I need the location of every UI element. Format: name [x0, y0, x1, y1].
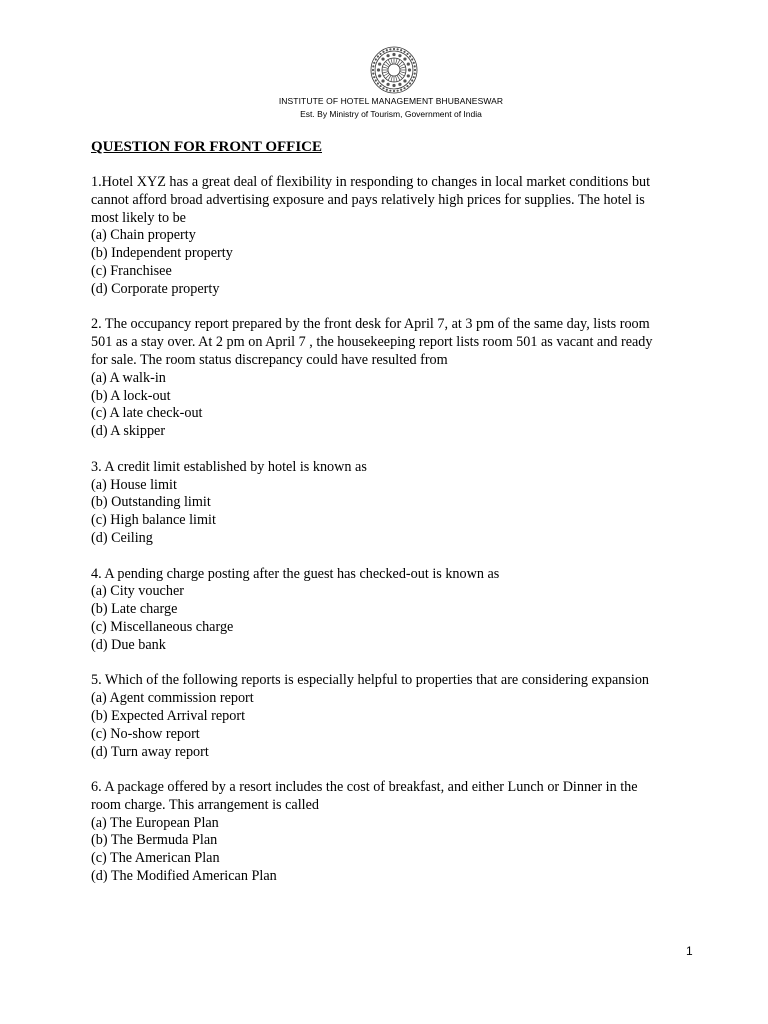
- answer-option: (d) A skipper: [91, 423, 166, 440]
- question-item: [91, 672, 691, 761]
- answer-option: (b) Expected Arrival report: [91, 707, 246, 724]
- answer-option: (c) The American Plan: [91, 850, 220, 867]
- answer-option: (c) Miscellaneous charge: [91, 618, 234, 635]
- answer-option: (b) The Bermuda Plan: [91, 832, 218, 849]
- answer-option: (a) House limit: [91, 476, 177, 493]
- answer-option: (a) Chain property: [91, 227, 196, 244]
- answer-option: (b) Independent property: [91, 245, 233, 262]
- answer-option: (b) Late charge: [91, 601, 178, 618]
- question-item: [91, 566, 691, 655]
- question-stem: 1.Hotel XYZ has a great deal of flexibility in responding to changes in local market conditions but cannot afford broad advertising exposure and pays relatively high prices for supplies. The hotel is most likely to be: [91, 174, 651, 226]
- answer-option: (c) A late check-out: [91, 405, 203, 422]
- answer-option: (b) Outstanding limit: [91, 494, 211, 511]
- institute-name: INSTITUTE OF HOTEL MANAGEMENT BHUBANESWAR: [278, 96, 504, 106]
- answer-option: (d) Corporate property: [91, 280, 220, 297]
- answer-option: (d) Turn away report: [91, 743, 209, 760]
- page-number: 1: [686, 944, 693, 958]
- institute-emblem-icon: [363, 44, 425, 96]
- question-item: [91, 174, 691, 299]
- question-item: [91, 459, 691, 548]
- question-item: [91, 316, 691, 441]
- answer-option: (a) Agent commission report: [91, 690, 254, 707]
- answer-option: (a) The European Plan: [91, 814, 219, 831]
- answer-option: (d) Due bank: [91, 636, 166, 653]
- answer-option: (d) Ceiling: [91, 529, 153, 546]
- page-title: QUESTION FOR FRONT OFFICE: [91, 139, 322, 155]
- answer-option: (d) The Modified American Plan: [91, 868, 277, 885]
- answer-option: (c) Franchisee: [91, 262, 172, 279]
- answer-option: (b) A lock-out: [91, 387, 171, 404]
- answer-option: (a) A walk-in: [91, 369, 166, 386]
- question-item: [91, 779, 691, 886]
- question-list: [91, 174, 691, 904]
- question-stem: 5. Which of the following reports is especially helpful to properties that are considering expansion: [91, 672, 650, 689]
- question-stem: 3. A credit limit established by hotel is known as: [91, 458, 367, 475]
- question-stem: 4. A pending charge posting after the guest has checked-out is known as: [91, 565, 500, 582]
- answer-option: (c) No-show report: [91, 725, 200, 742]
- question-stem: 2. The occupancy report prepared by the front desk for April 7, at 3 pm of the same day, lists room 501 as a stay over. At 2 pm on April 7 , the housekeeping report lists room 501 as vacant and ready for sale. The room status discrepancy could have resulted from: [91, 316, 653, 368]
- question-stem: 6. A package offered by a resort includes the cost of breakfast, and either Lunch or Dinner in the room charge. This arrangement is called: [91, 779, 638, 813]
- institute-established-line: Est. By Ministry of Tourism, Government of India: [300, 109, 482, 119]
- answer-option: (a) City voucher: [91, 583, 184, 600]
- answer-option: (c) High balance limit: [91, 512, 216, 529]
